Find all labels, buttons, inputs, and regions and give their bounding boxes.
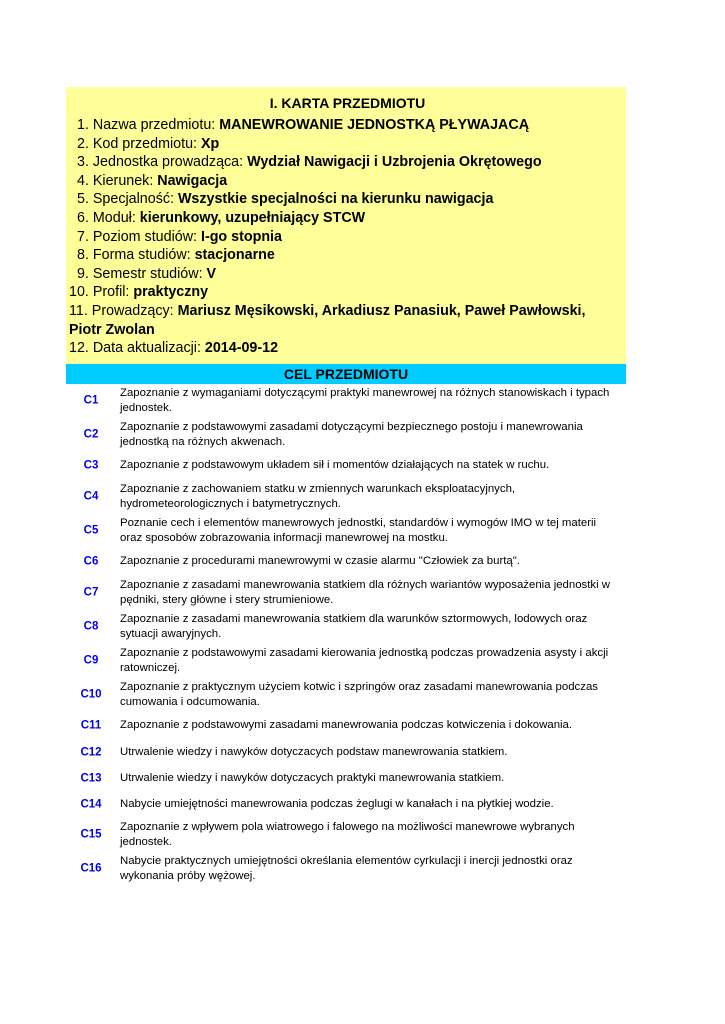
card-row — [69, 190, 626, 209]
card-row-label: 10. Profil: — [69, 284, 134, 301]
card-row-label: 1. Nazwa przedmiotu: — [77, 117, 220, 133]
card-row-label: 12. Data aktualizacji: — [69, 340, 205, 357]
card-row-value: 2014-09-12 — [204, 340, 279, 357]
card-row-value: Wydział Nawigacji i Uzbrojenia Okrętowego — [247, 154, 542, 171]
goal-text: Zapoznanie z podstawowym układem sił i momentów działających na statek w ruchu. — [120, 459, 550, 472]
goal-code: C6 — [83, 555, 99, 568]
goal-code: C16 — [80, 862, 102, 875]
card-row-value: kierunkowy, uzupełniający STCW — [139, 209, 366, 226]
card-row-value: I-go stopnia — [200, 228, 282, 245]
goal-code: C13 — [80, 772, 102, 785]
course-card — [66, 87, 626, 364]
goal-text: Zapoznanie z procedurami manewrowymi w czasie alarmu "Człowiek za burtą". — [120, 555, 520, 568]
card-row — [69, 302, 626, 321]
card-row — [69, 172, 626, 191]
goal-code: C10 — [80, 688, 102, 701]
card-row — [69, 209, 626, 228]
card-row — [69, 116, 626, 135]
goal-row — [66, 818, 626, 852]
goal-text: Poznanie cech i elementów manewrowych jednostki, standardów i wymogów IMO w tej materii oraz sposobów zobrazowania informacji manewrowej na mostku. — [120, 516, 597, 544]
goal-text: Zapoznanie z zasadami manewrowania statkiem dla warunków sztormowych, lodowych oraz sytuacji awaryjnych. — [120, 612, 588, 640]
goal-text: Zapoznanie z zasadami manewrowania statkiem dla różnych wariantów wyposażenia jednostki w pędniki, stery główne i stery strumieniowe. — [120, 578, 611, 606]
goal-text: Zapoznanie z podstawowymi zasadami dotyczącymi bezpiecznego postoju i manewrowania jednostką na różnych akwenach. — [120, 420, 583, 448]
goal-code: C11 — [80, 719, 102, 732]
goal-code: C15 — [80, 828, 102, 841]
goal-code: C9 — [83, 654, 99, 667]
goal-row — [66, 852, 626, 886]
card-row — [69, 135, 626, 154]
goal-text: Zapoznanie z wpływem pola wiatrowego i falowego na możliwości manewrowe wybranych jednostek. — [120, 820, 575, 848]
goal-text: Zapoznanie z wymaganiami dotyczącymi praktyki manewrowej na różnych stanowiskach i typach jednostek. — [120, 386, 610, 414]
goal-code: C2 — [83, 428, 99, 441]
goal-row — [66, 644, 626, 678]
goal-row — [66, 480, 626, 514]
card-row — [69, 246, 626, 265]
goal-code: C4 — [83, 490, 99, 503]
card-row — [69, 153, 626, 172]
card-row — [69, 283, 626, 302]
goal-row — [66, 766, 626, 792]
goal-code: C3 — [83, 459, 99, 472]
card-row — [69, 228, 626, 247]
card-row-value: MANEWROWANIE JEDNOSTKĄ PŁYWAJACĄ — [219, 117, 530, 133]
card-row-value: V — [206, 265, 217, 282]
card-row-label: 5. Specjalność: — [77, 191, 178, 208]
goal-text: Nabycie umiejętności manewrowania podczas żeglugi w kanałach i na płytkiej wodzie. — [120, 798, 554, 811]
goal-row — [66, 548, 626, 576]
card-row-label: 4. Kierunek: — [77, 172, 158, 189]
card-row-label: 7. Poziom studiów: — [77, 228, 201, 245]
card-row-label: 8. Forma studiów: — [77, 247, 195, 264]
goal-row — [66, 514, 626, 548]
goals-list — [66, 384, 626, 886]
goal-row — [66, 712, 626, 740]
card-row-value: Mariusz Męsikowski, Arkadiusz Panasiuk, Paweł Pawłowski, — [177, 302, 586, 319]
card-row-value: stacjonarne — [194, 247, 275, 264]
goal-row — [66, 610, 626, 644]
card-row — [69, 265, 626, 284]
goal-text: Nabycie praktycznych umiejętności określania elementów cyrkulacji i inercji jednostki oraz wykonania próby wężowej. — [120, 854, 573, 882]
card-row-label: 3. Jednostka prowadząca: — [77, 154, 248, 171]
goal-code: C1 — [83, 394, 99, 407]
goal-row — [66, 418, 626, 452]
card-row-value: Wszystkie specjalności na kierunku nawigacja — [177, 191, 494, 208]
card-row-label: 9. Semestr studiów: — [77, 265, 207, 282]
goals-header: CEL PRZEDMIOTU — [66, 364, 626, 384]
goal-text: Utrwalenie wiedzy i nawyków dotyczacych praktyki manewrowania statkiem. — [120, 772, 505, 785]
goal-code: C14 — [80, 798, 102, 811]
goal-text: Zapoznanie z praktycznym użyciem kotwic i szpringów oraz zasadami manewrowania podczas cumowania i odcumowania. — [120, 680, 598, 708]
goal-row — [66, 452, 626, 480]
goal-text: Utrwalenie wiedzy i nawyków dotyczacych podstaw manewrowania statkiem. — [120, 746, 508, 759]
goal-code: C12 — [80, 746, 102, 759]
goal-code: C7 — [83, 586, 99, 599]
card-row-value: Nawigacja — [157, 172, 228, 189]
goal-row — [66, 576, 626, 610]
card-row-label: 6. Moduł: — [77, 209, 140, 226]
goal-text: Zapoznanie z podstawowymi zasadami kierowania jednostką podczas prowadzenia asysty i akcji ratowniczej. — [120, 646, 609, 674]
goal-row — [66, 740, 626, 766]
card-row-value: Xp — [200, 135, 220, 152]
card-title: I. KARTA PRZEDMIOTU — [269, 95, 426, 111]
card-rows — [69, 116, 626, 358]
goal-code: C5 — [83, 524, 99, 537]
goal-code: C8 — [83, 620, 99, 633]
goal-row — [66, 384, 626, 418]
card-row-value: praktyczny — [133, 284, 209, 301]
goal-text: Zapoznanie z podstawowymi zasadami manewrowania podczas kotwiczenia i dokowania. — [120, 719, 573, 732]
card-row-label: 11. Prowadzący: — [69, 302, 178, 319]
goal-row — [66, 792, 626, 818]
card-row — [69, 339, 626, 358]
card-row — [69, 321, 626, 340]
card-row-label: 2. Kod przedmiotu: — [77, 135, 201, 152]
goal-text: Zapoznanie z zachowaniem statku w zmiennych warunkach eksploatacyjnych, hydrometeorologicznych i batymetrycznych. — [120, 482, 516, 510]
goal-row — [66, 678, 626, 712]
card-row-value: Piotr Zwolan — [69, 321, 155, 338]
